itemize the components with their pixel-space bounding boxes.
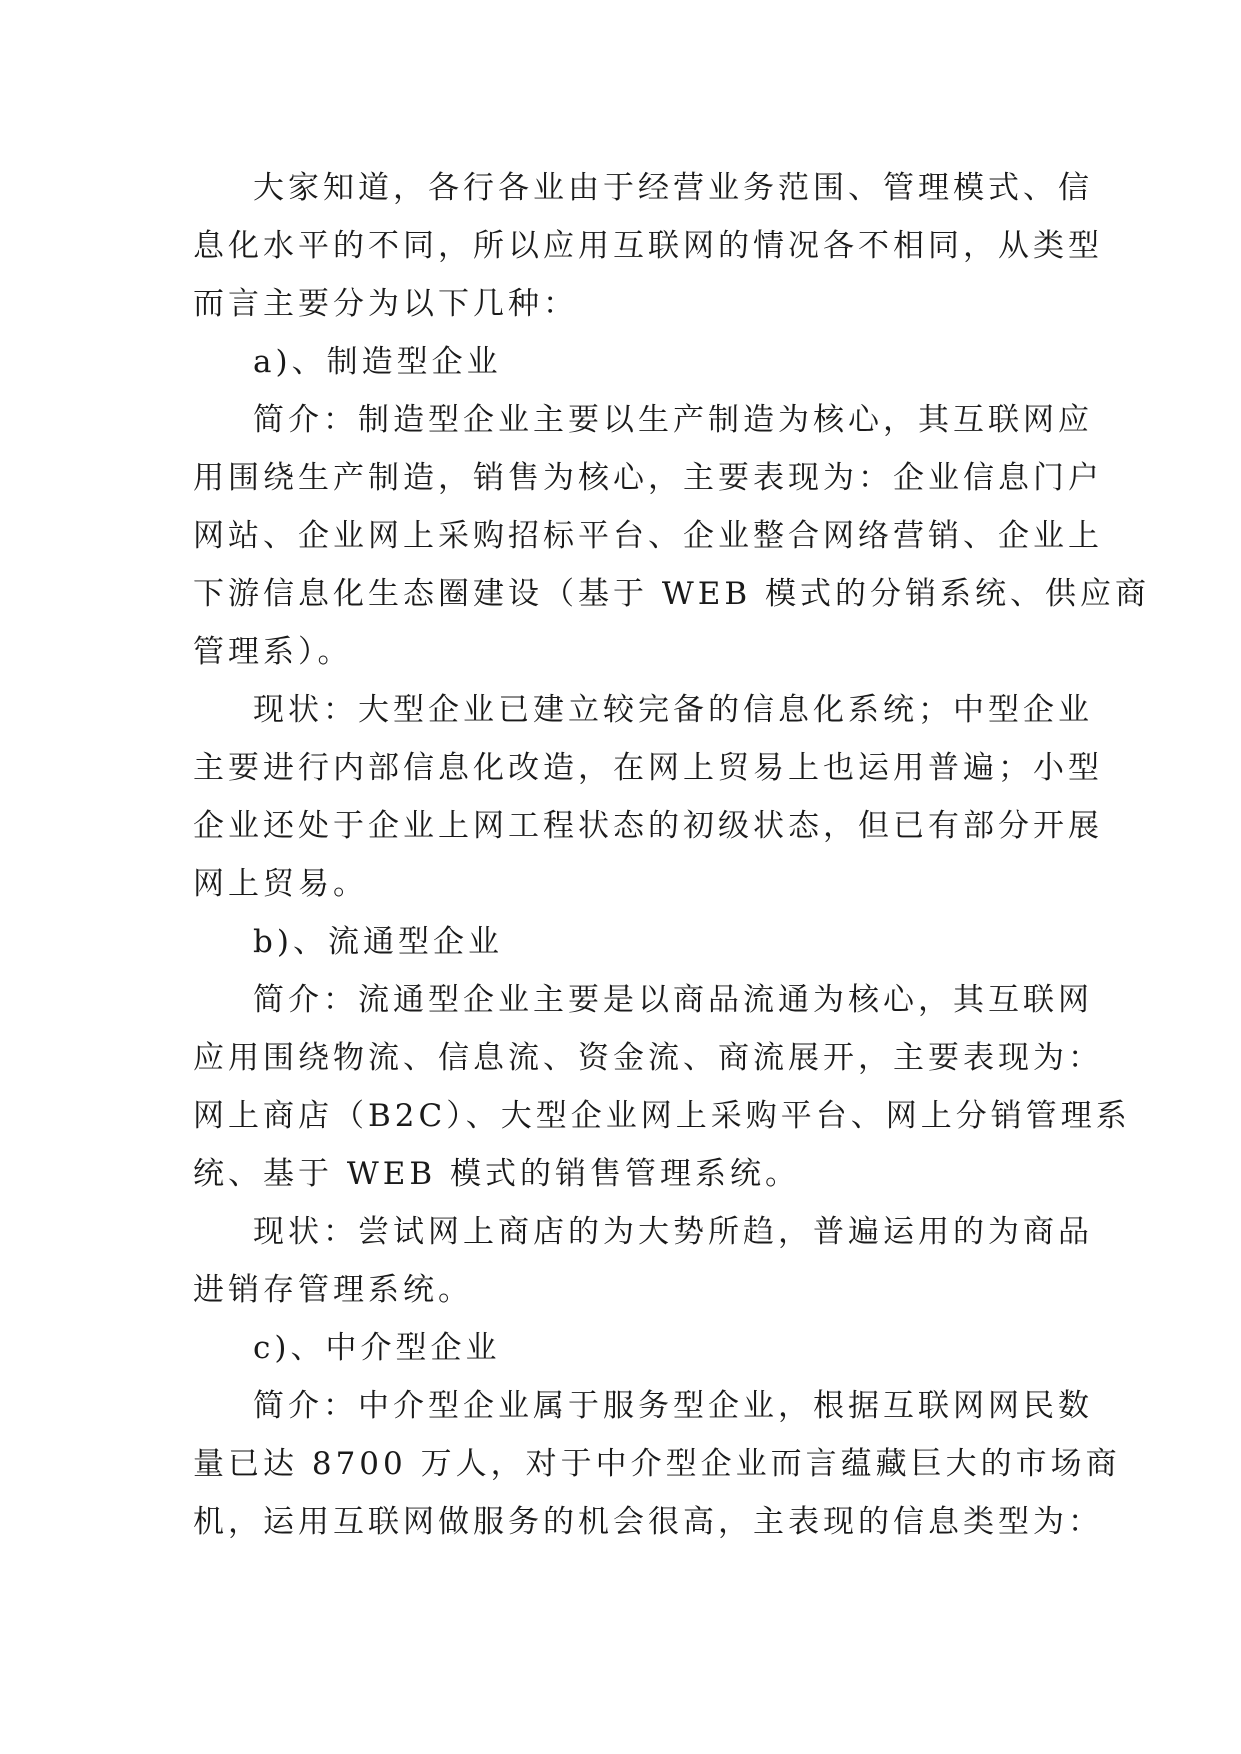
text-line: 统、基于 WEB 模式的销售管理系统。 (193, 1156, 800, 1192)
section-heading-a: a)、制造型企业 (253, 344, 502, 380)
text-line: 简介：中介型企业属于服务型企业，根据互联网网民数 (253, 1388, 1093, 1424)
section-heading-b: b)、流通型企业 (253, 924, 503, 960)
text-line: 简介：制造型企业主要以生产制造为核心，其互联网应 (253, 402, 1093, 438)
text-line: 用围绕生产制造，销售为核心，主要表现为：企业信息门户 (193, 460, 1103, 496)
text-line: 企业还处于企业上网工程状态的初级状态，但已有部分开展 (193, 808, 1103, 844)
text-line: 网站、企业网上采购招标平台、企业整合网络营销、企业上 (193, 518, 1103, 554)
text-line: 机，运用互联网做服务的机会很高，主表现的信息类型为： (193, 1504, 1103, 1540)
section-heading-c: c)、中介型企业 (253, 1330, 501, 1366)
text-line: 量已达 8700 万人，对于中介型企业而言蕴藏巨大的市场商 (193, 1446, 1121, 1482)
text-line: 管理系）。 (193, 634, 353, 670)
document-body (193, 159, 1150, 1551)
text-line: 网上商店（B2C）、大型企业网上采购平台、网上分销管理系 (193, 1098, 1131, 1134)
text-line: 简介：流通型企业主要是以商品流通为核心，其互联网 (253, 982, 1093, 1018)
text-line: 网上贸易。 (193, 866, 368, 902)
text-line: 主要进行内部信息化改造，在网上贸易上也运用普遍；小型 (193, 750, 1103, 786)
text-line: 而言主要分为以下几种： (193, 286, 578, 322)
text-line: 现状：大型企业已建立较完备的信息化系统；中型企业 (253, 692, 1093, 728)
text-line: 现状：尝试网上商店的为大势所趋，普遍运用的为商品 (253, 1214, 1093, 1250)
text-line: 进销存管理系统。 (193, 1272, 473, 1308)
text-line: 应用围绕物流、信息流、资金流、商流展开，主要表现为： (193, 1040, 1103, 1076)
text-line: 大家知道，各行各业由于经营业务范围、管理模式、信 (253, 170, 1093, 206)
text-line: 下游信息化生态圈建设（基于 WEB 模式的分销系统、供应商 (193, 576, 1150, 612)
text-line: 息化水平的不同，所以应用互联网的情况各不相同，从类型 (193, 228, 1103, 264)
